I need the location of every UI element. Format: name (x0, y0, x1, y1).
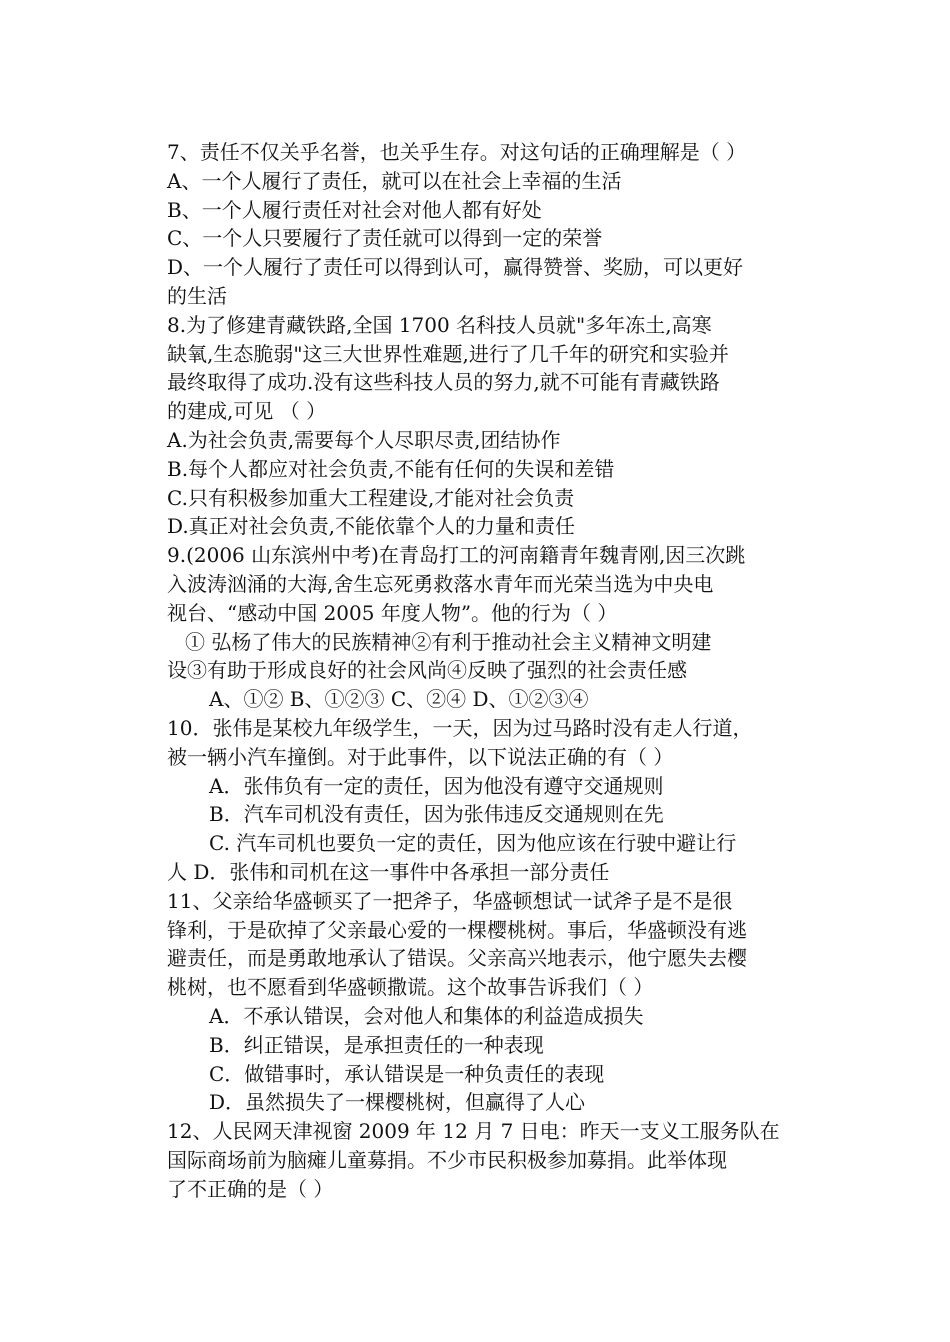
text-line: A、一个人履行了责任，就可以在社会上幸福的生活 (167, 168, 622, 193)
text-line: 最终取得了成功.没有这些科技人员的努力,就不可能有青藏铁路 (167, 370, 720, 395)
text-line: A.为社会负责,需要每个人尽职尽责,团结协作 (167, 427, 561, 452)
document-page (167, 138, 789, 1203)
text-line: ① 弘杨了伟大的民族精神②有利于推动社会主义精神文明建 (185, 629, 712, 654)
text-line: B.每个人都应对社会负责,不能有任何的失误和差错 (167, 456, 615, 481)
text-line: B．纠正错误，是承担责任的一种表现 (209, 1032, 544, 1057)
text-line: 设③有助于形成良好的社会风尚④反映了强烈的社会责任感 (167, 658, 687, 683)
text-line: 人 D．张伟和司机在这一事件中各承担一部分责任 (167, 859, 610, 884)
text-line: D．虽然损失了一棵樱桃树，但赢得了人心 (209, 1090, 586, 1115)
text-line: 锋利，于是砍掉了父亲最心爱的一棵樱桃树。事后，华盛顿没有逃 (167, 917, 747, 942)
text-line: 入波涛汹涌的大海,舍生忘死勇救落水青年而光荣当选为中央电 (167, 571, 714, 596)
text-line: 的生活 (167, 283, 227, 308)
text-line: 国际商场前为脑瘫儿童募捐。不少市民积极参加募捐。此举体现 (167, 1147, 727, 1172)
text-line: 10．张伟是某校九年级学生，一天，因为过马路时没有走人行道， (167, 715, 753, 740)
text-line: B、一个人履行责任对社会对他人都有好处 (167, 197, 542, 222)
text-line: C. 汽车司机也要负一定的责任，因为他应该在行驶中避让行 (209, 831, 737, 856)
text-line: 视台、“感动中国 2005 年度人物”。他的行为（ ） (167, 600, 618, 625)
text-line: C.只有积极参加重大工程建设,才能对社会负责 (167, 485, 575, 510)
text-line: 11、父亲给华盛顿买了一把斧子，华盛顿想试一试斧子是不是很 (167, 888, 733, 913)
text-line: 8.为了修建青藏铁路,全国 1700 名科技人员就"多年冻土,高寒 (167, 312, 712, 337)
text-line: A、①② B、①②③ C、②④ D、①②③④ (209, 687, 589, 712)
text-line: B．汽车司机没有责任，因为张伟违反交通规则在先 (209, 802, 664, 827)
text-line: A．不承认错误，会对他人和集体的利益造成损失 (209, 1003, 644, 1028)
text-line: 9.(2006 山东滨州中考)在青岛打工的河南籍青年魏青刚,因三次跳 (167, 543, 746, 568)
text-line: 的建成,可见 （ ） (167, 399, 327, 424)
text-line: 7、责任不仅关乎名誉，也关乎生存。对这句话的正确理解是（ ） (167, 140, 747, 164)
text-line: C、一个人只要履行了责任就可以得到一定的荣誉 (167, 226, 603, 251)
text-line: D、一个人履行了责任可以得到认可，赢得赞誉、奖励，可以更好 (167, 255, 744, 280)
text-line: 避责任，而是勇敢地承认了错误。父亲高兴地表示，他宁愿失去樱 (167, 946, 747, 971)
text-line: 桃树，也不愿看到华盛顿撒谎。这个故事告诉我们（ ） (167, 975, 654, 1000)
text-line: A．张伟负有一定的责任，因为他没有遵守交通规则 (209, 773, 664, 798)
text-line: C．做错事时，承认错误是一种负责任的表现 (209, 1061, 605, 1086)
text-line: D.真正对社会负责,不能依靠个人的力量和责任 (167, 514, 576, 539)
text-line: 了不正确的是（ ） (167, 1176, 334, 1201)
text-line: 缺氧,生态脆弱"这三大世界性难题,进行了几千年的研究和实验并 (167, 341, 729, 366)
text-line: 被一辆小汽车撞倒。对于此事件，以下说法正确的有（ ） (167, 744, 674, 769)
text-line: 12、人民网天津视窗 2009 年 12 月 7 日电：昨天一支义工服务队在 (167, 1119, 780, 1144)
